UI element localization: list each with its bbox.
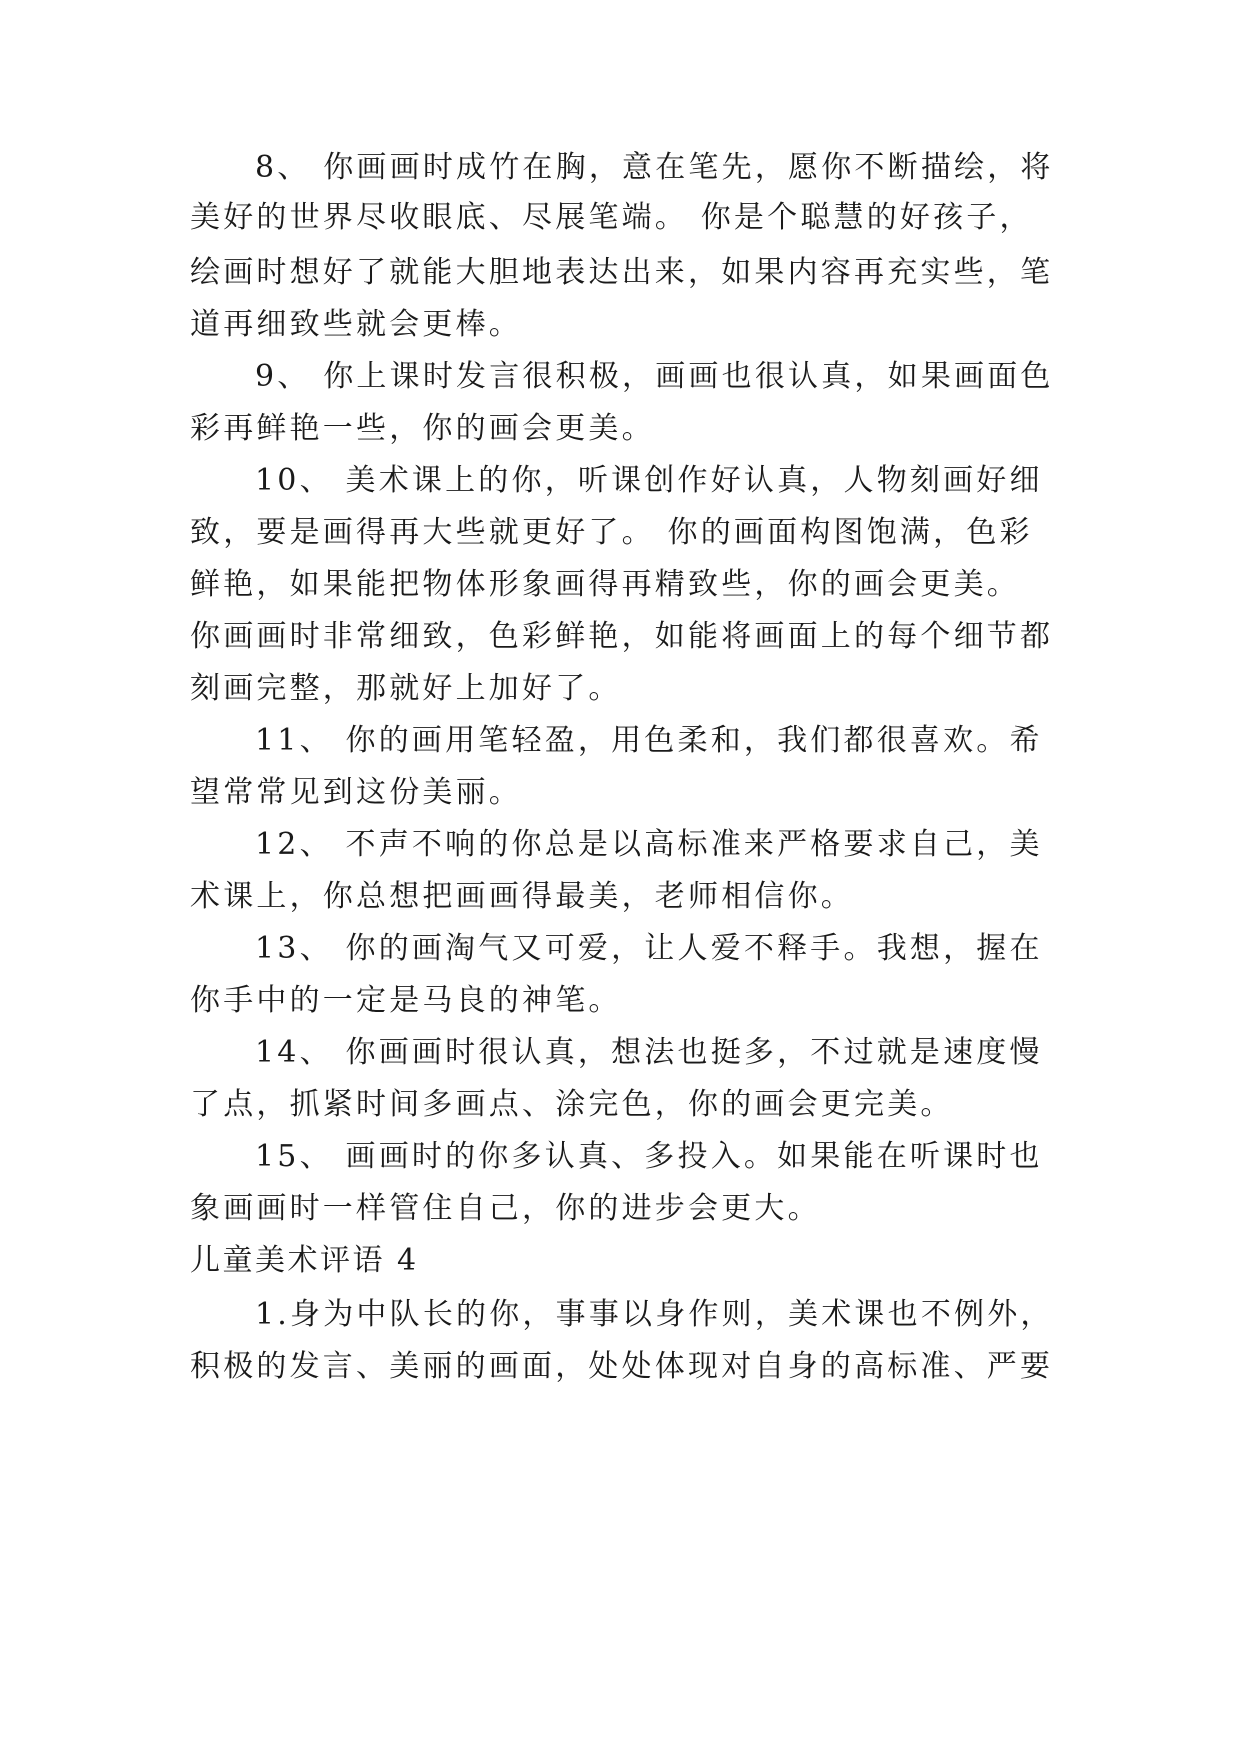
- section-heading: 儿童美术评语 4: [190, 1243, 419, 1278]
- item-10-line-4: 你画画时非常细致，色彩鲜艳，如能将画面上的每个细节都: [190, 619, 1054, 654]
- item-10-line-3: 鲜艳，如果能把物体形象画得再精致些，你的画会更美。: [190, 567, 1020, 602]
- item-1-line-2: 积极的发言、美丽的画面，处处体现对自身的高标准、严要: [190, 1349, 1054, 1384]
- item-10-line-2: 致，要是画得再大些就更好了。 你的画面构图饱满，色彩: [190, 515, 1033, 550]
- item-11-line-2: 望常常见到这份美丽。: [190, 775, 522, 810]
- item-14-line-2: 了点，抓紧时间多画点、涂完色，你的画会更完美。: [190, 1087, 954, 1122]
- item-12-line-1: 12、 不声不响的你总是以高标准来严格要求自己，美: [255, 827, 1043, 862]
- item-13-line-1: 13、 你的画淘气又可爱，让人爱不释手。我想，握在: [255, 931, 1043, 966]
- item-9-line-1: 9、 你上课时发言很积极，画画也很认真，如果画面色: [255, 359, 1054, 394]
- item-9-line-2: 彩再鲜艳一些，你的画会更美。: [190, 411, 655, 446]
- item-1-line-1: 1.身为中队长的你，事事以身作则，美术课也不例外，: [255, 1297, 1054, 1332]
- item-11-line-1: 11、 你的画用笔轻盈，用色柔和，我们都很喜欢。希: [255, 723, 1043, 758]
- item-15-line-1: 15、 画画时的你多认真、多投入。如果能在听课时也: [255, 1139, 1043, 1174]
- item-15-line-2: 象画画时一样管住自己，你的进步会更大。: [190, 1191, 821, 1226]
- item-8-line-2: 美好的世界尽收眼底、尽展笔端。 你是个聪慧的好孩子，: [190, 200, 1033, 235]
- item-13-line-2: 你手中的一定是马良的神笔。: [190, 983, 622, 1018]
- item-8-line-1: 8、 你画画时成竹在胸，意在笔先，愿你不断描绘，将: [255, 150, 1054, 185]
- item-14-line-1: 14、 你画画时很认真，想法也挺多，不过就是速度慢: [255, 1035, 1043, 1070]
- item-8-line-3: 绘画时想好了就能大胆地表达出来，如果内容再充实些，笔: [190, 255, 1054, 290]
- item-10-line-5: 刻画完整，那就好上加好了。: [190, 671, 622, 706]
- item-8-line-4: 道再细致些就会更棒。: [190, 307, 522, 342]
- item-12-line-2: 术课上，你总想把画画得最美，老师相信你。: [190, 879, 854, 914]
- item-10-line-1: 10、 美术课上的你，听课创作好认真，人物刻画好细: [255, 463, 1043, 498]
